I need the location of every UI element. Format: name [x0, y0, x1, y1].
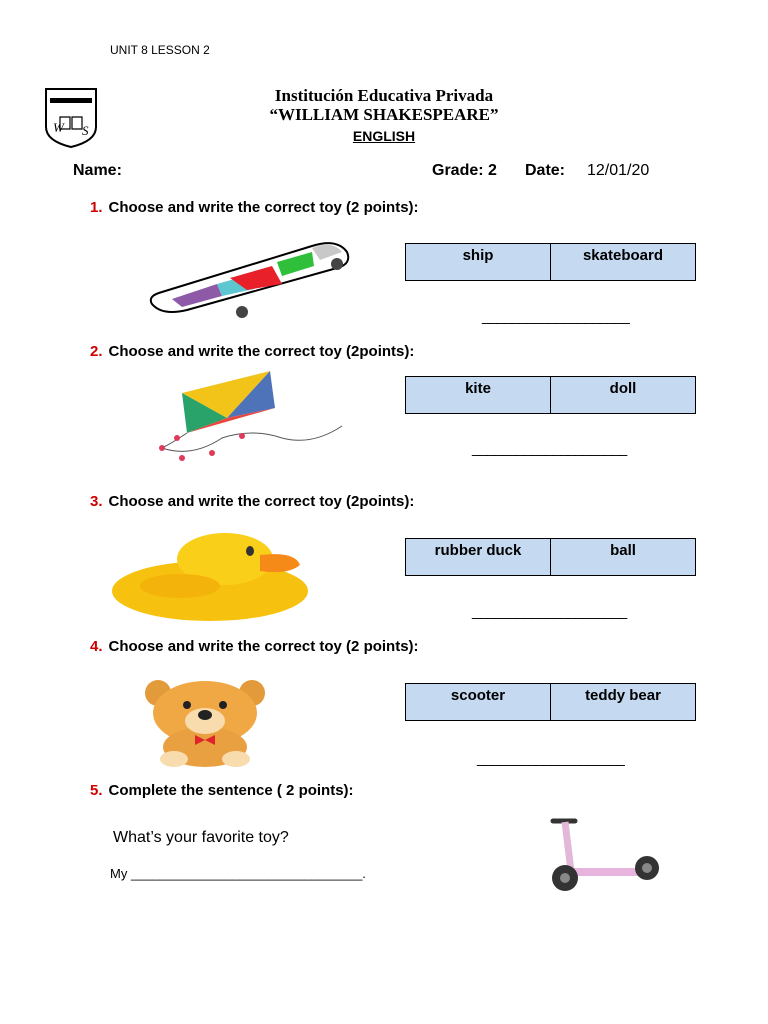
question-number: 1.: [90, 199, 103, 216]
svg-text:W: W: [53, 120, 64, 135]
option-ball: ball: [551, 539, 696, 576]
svg-text:S: S: [82, 123, 89, 138]
question-text: Choose and write the correct toy (2points):: [108, 493, 415, 510]
question-number: 2.: [90, 343, 103, 360]
favorite-toy-answer-line[interactable]: My ________________________________.: [110, 866, 366, 881]
option-doll: doll: [551, 377, 696, 414]
question-2: [90, 343, 414, 360]
question-number: 3.: [90, 493, 103, 510]
options-table-4: [405, 683, 696, 721]
options-table-2: [405, 376, 696, 414]
unit-label: UNIT 8 LESSON 2: [110, 43, 210, 57]
options-table-1: [405, 243, 696, 281]
name-label: Name:: [73, 162, 122, 179]
skateboard-image: [142, 234, 357, 318]
school-name: “WILLIAM SHAKESPEARE”: [269, 105, 499, 124]
option-teddy-bear: teddy bear: [551, 684, 696, 721]
question-text: Choose and write the correct toy (2 points):: [108, 638, 419, 655]
question-1: [90, 199, 419, 216]
teddy-bear-image: [140, 677, 270, 767]
options-table-3: [405, 538, 696, 576]
question-4: [90, 638, 419, 655]
question-text: Choose and write the correct toy (2 points):: [108, 199, 419, 216]
answer-line-2[interactable]: _____________________: [472, 440, 627, 457]
grade-label: Grade: 2: [432, 162, 497, 179]
question-number: 5.: [90, 782, 103, 799]
kite-image: [132, 368, 352, 470]
option-scooter: scooter: [406, 684, 551, 721]
date-value: 12/01/20: [587, 162, 650, 179]
answer-line-3[interactable]: _____________________: [472, 603, 627, 620]
favorite-toy-question: What’s your favorite toy?: [113, 829, 289, 846]
option-kite: kite: [406, 377, 551, 414]
answer-line-4[interactable]: ____________________: [477, 750, 624, 767]
question-number: 4.: [90, 638, 103, 655]
rubber-duck-image: [110, 531, 315, 623]
option-ship: ship: [406, 244, 551, 281]
question-text: Complete the sentence ( 2 points):: [108, 782, 354, 799]
scooter-image: [543, 816, 665, 894]
question-3: [90, 493, 414, 510]
institution-name: Institución Educativa Privada: [274, 86, 494, 105]
subject-title: ENGLISH: [352, 128, 416, 144]
option-rubber-duck: rubber duck: [406, 539, 551, 576]
option-skateboard: skateboard: [551, 244, 696, 281]
answer-line-1[interactable]: ____________________: [482, 308, 629, 325]
date-label: Date:: [525, 162, 566, 179]
question-5: [90, 782, 354, 799]
question-text: Choose and write the correct toy (2points):: [108, 343, 415, 360]
